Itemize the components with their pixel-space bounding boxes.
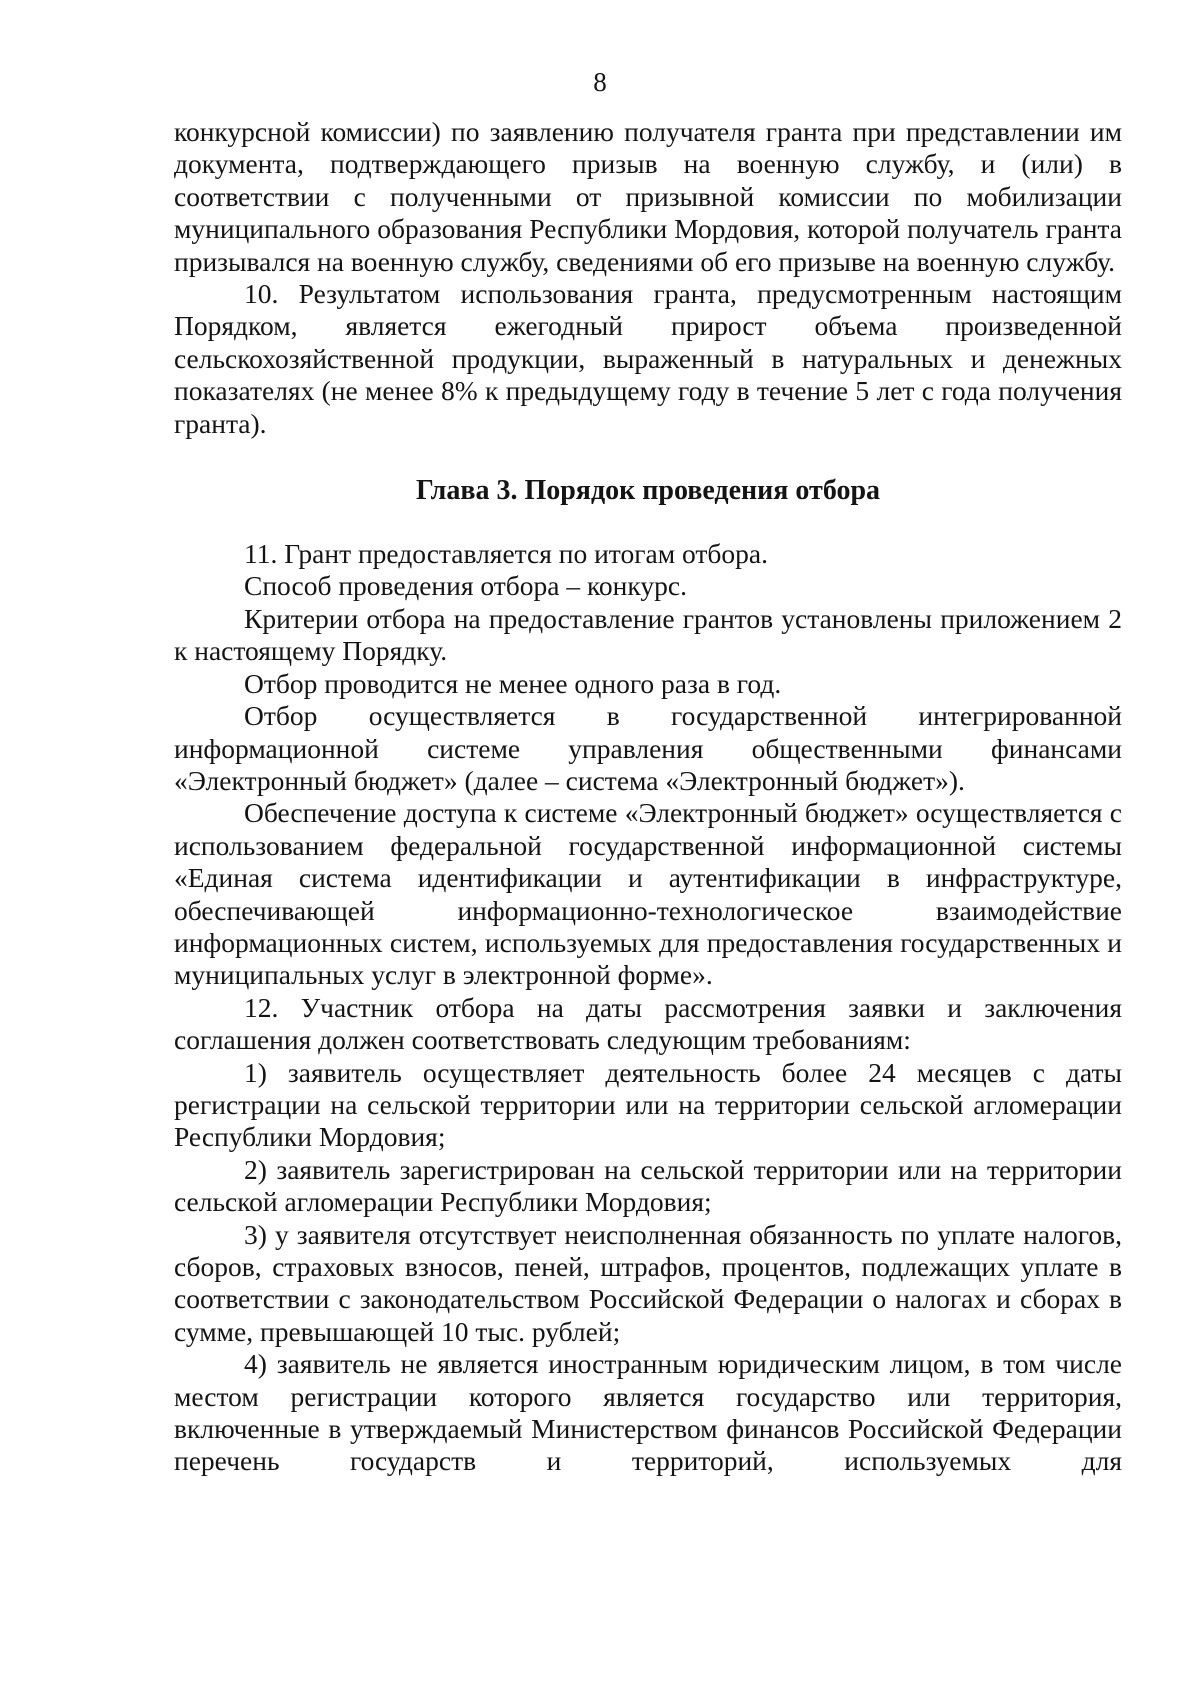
paragraph-11-system: Отбор осуществляется в государственной интегрированной информационной системе управления общественными финансами «Электронный бюджет» (далее – система «Электронный бюджет»). xyxy=(174,700,1122,796)
chapter-heading: Глава 3. Порядок проведения отбора xyxy=(415,475,881,507)
paragraph-11-criteria: Критерии отбора на предоставление грантов установлены приложением 2 к настоящему Порядку. xyxy=(174,602,1122,667)
paragraph-12-item-4: 4) заявитель не является иностранным юридическим лицом, в том числе местом регистрации которого является государство или территория, включенные в утверждаемый Министерством финансов Российской Федерации перечень государств и территорий, используемых для xyxy=(174,1348,1122,1477)
paragraph-11-access: Обеспечение доступа к системе «Электронный бюджет» осуществляется с использованием федеральной государственной информационной системы «Единая система идентификации и аутентификации в инфраструктуре, обеспечивающей информационно-технологическое взаимодействие информационных систем, используемых для предоставления государственных и муниципальных услуг в электронной форме». xyxy=(174,797,1122,991)
paragraph-12-item-1: 1) заявитель осуществляет деятельность более 24 месяцев с даты регистрации на сельской территории или на территории сельской агломерации Республики Мордовия; xyxy=(174,1056,1122,1153)
paragraph-10: 10. Результатом использования гранта, предусмотренным настоящим Порядком, является ежегодный прирост объема произведенной сельскохозяйственной продукции, выраженный в натуральных и денежных показателях (не менее 8% к предыдущему году в течение 5 лет с года получения гранта). xyxy=(174,278,1122,439)
paragraph-12: 12. Участник отбора на даты рассмотрения заявки и заключения соглашения должен соответствовать следующим требованиям: xyxy=(174,991,1122,1056)
paragraph-11-frequency: Отбор проводится не менее одного раза в год. xyxy=(244,667,782,699)
paragraph-12-item-2: 2) заявитель зарегистрирован на сельской территории или на территории сельской агломерации Республики Мордовия; xyxy=(174,1153,1122,1218)
paragraph-12-item-3: 3) у заявителя отсутствует неисполненная обязанность по уплате налогов, сборов, страховых взносов, пеней, штрафов, процентов, подлежащих уплате в соответствии с законодательством Российской Федерации о налогах и сборах в сумме, превышающей 10 тыс. рублей; xyxy=(174,1218,1122,1347)
paragraph-continued: конкурсной комиссии) по заявлению получателя гранта при представлении им документа, подтверждающего призыв на военную службу, и (или) в соответствии с полученными от призывной комиссии по мобилизации муниципального образования Республики Мордовия, которой получатель гранта призывался на военную службу, сведениями об его призыве на военную службу. xyxy=(174,116,1122,277)
paragraph-11: 11. Грант предоставляется по итогам отбора. xyxy=(244,538,768,570)
document-body xyxy=(174,116,1122,1478)
paragraph-11-method: Способ проведения отбора – конкурс. xyxy=(244,570,687,602)
page-number: 8 xyxy=(593,67,607,97)
